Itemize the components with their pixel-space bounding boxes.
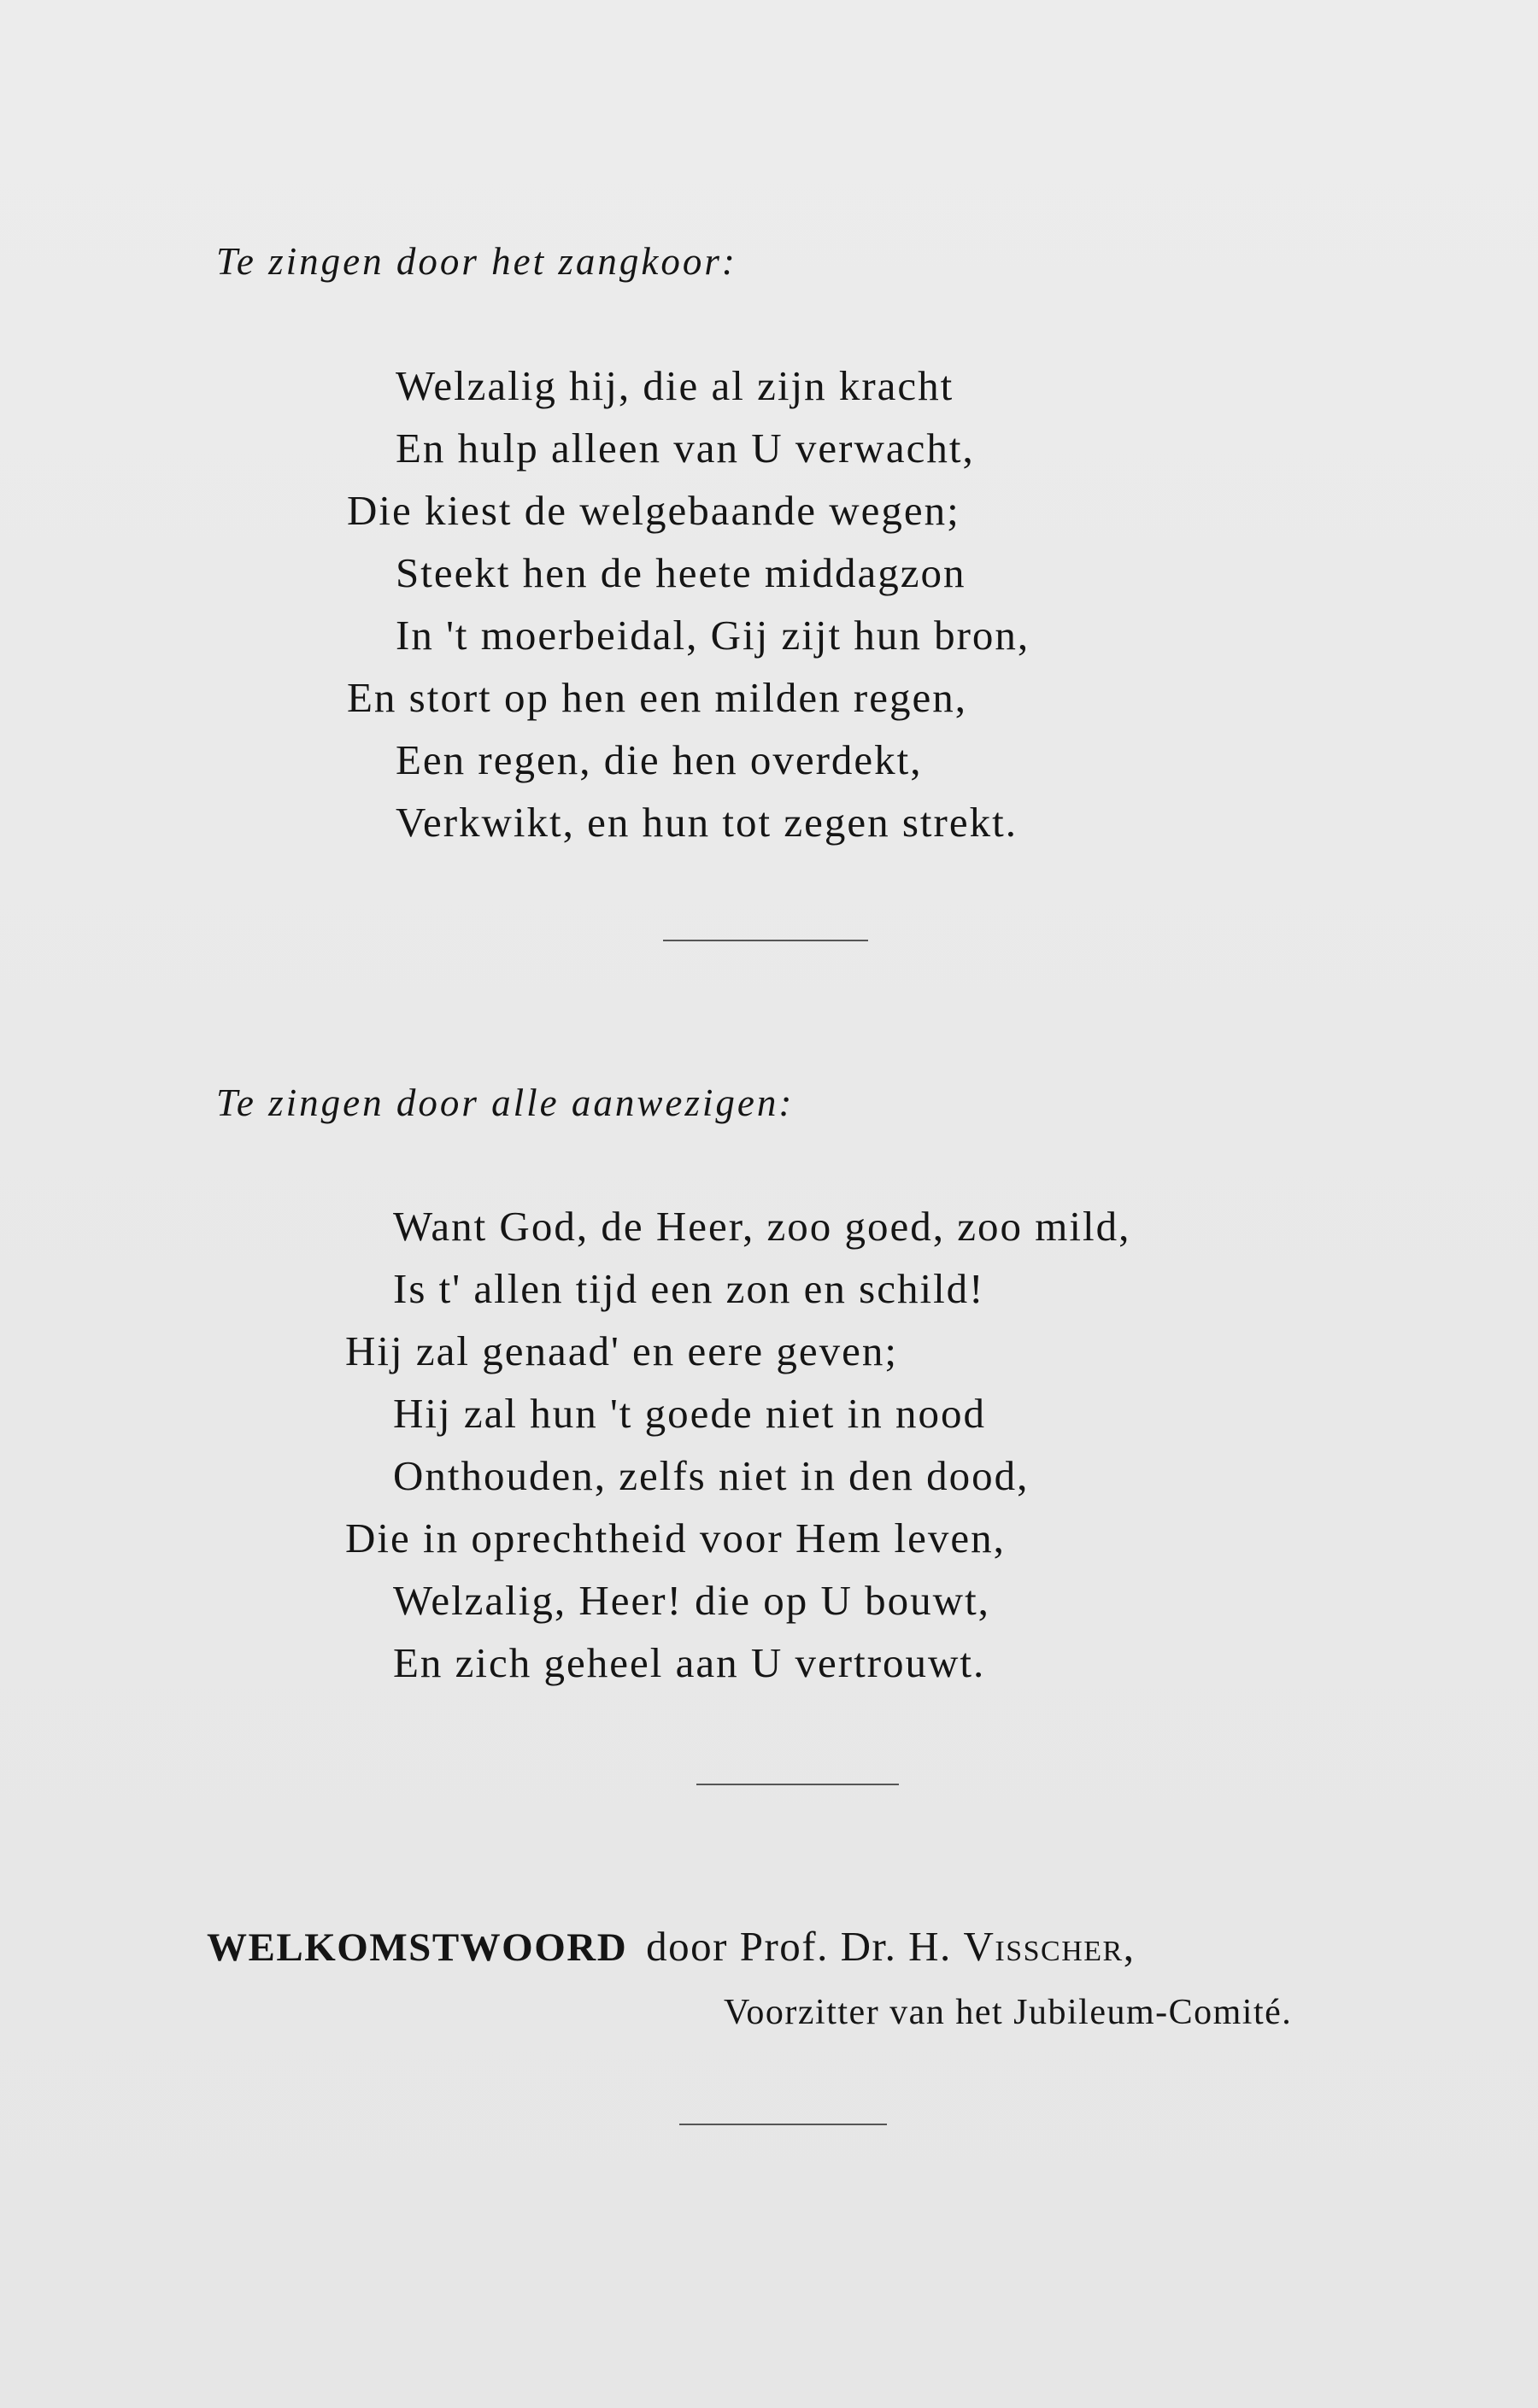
section-divider: [696, 1784, 899, 1785]
verse-line: Is t' allen tijd een zon en schild!: [393, 1265, 985, 1312]
verse-line: Want God, de Heer, zoo goed, zoo mild,: [393, 1203, 1131, 1250]
welcome-speaker: [646, 1923, 1135, 1970]
verse-line: Een regen, die hen overdekt,: [396, 736, 923, 783]
section1-heading: Te zingen door het zangkoor:: [216, 240, 737, 283]
verse-line: Die kiest de welgebaande wegen;: [347, 487, 960, 534]
verse-line: Hij zal genaad' en eere geven;: [345, 1327, 898, 1374]
verse-line: In 't moerbeidal, Gij zijt hun bron,: [396, 612, 1030, 659]
verse-line: En stort op hen een milden regen,: [347, 674, 967, 721]
section2-heading: Te zingen door alle aanwezigen:: [216, 1081, 795, 1124]
welcome-by: door Prof. Dr. H.: [646, 1923, 952, 1970]
verse-line: Welzalig, Heer! die op U bouwt,: [393, 1577, 990, 1624]
verse-line: Onthouden, zelfs niet in den dood,: [393, 1452, 1030, 1499]
welcome-title: WELKOMSTWOORD: [207, 1925, 628, 1970]
section-divider: [663, 940, 868, 941]
verse-line: En hulp alleen van U verwacht,: [396, 425, 975, 472]
verse-line: Die in oprechtheid voor Hem leven,: [345, 1515, 1006, 1561]
verse-line: Steekt hen de heete middagzon: [396, 549, 966, 596]
welcome-line: [207, 1922, 1135, 1971]
section-divider: [679, 2124, 887, 2125]
welcome-role: Voorzitter van het Jubileum-Comité.: [724, 1993, 1293, 2032]
verse-line: Welzalig hij, die al zijn kracht: [396, 362, 954, 409]
verse-line: En zich geheel aan U vertrouwt.: [393, 1639, 986, 1686]
verse-line: Verkwikt, en hun tot zegen strekt.: [396, 799, 1018, 846]
verse-line: Hij zal hun 't goede niet in nood: [393, 1390, 987, 1437]
welcome-name: Visscher,: [963, 1923, 1136, 1970]
